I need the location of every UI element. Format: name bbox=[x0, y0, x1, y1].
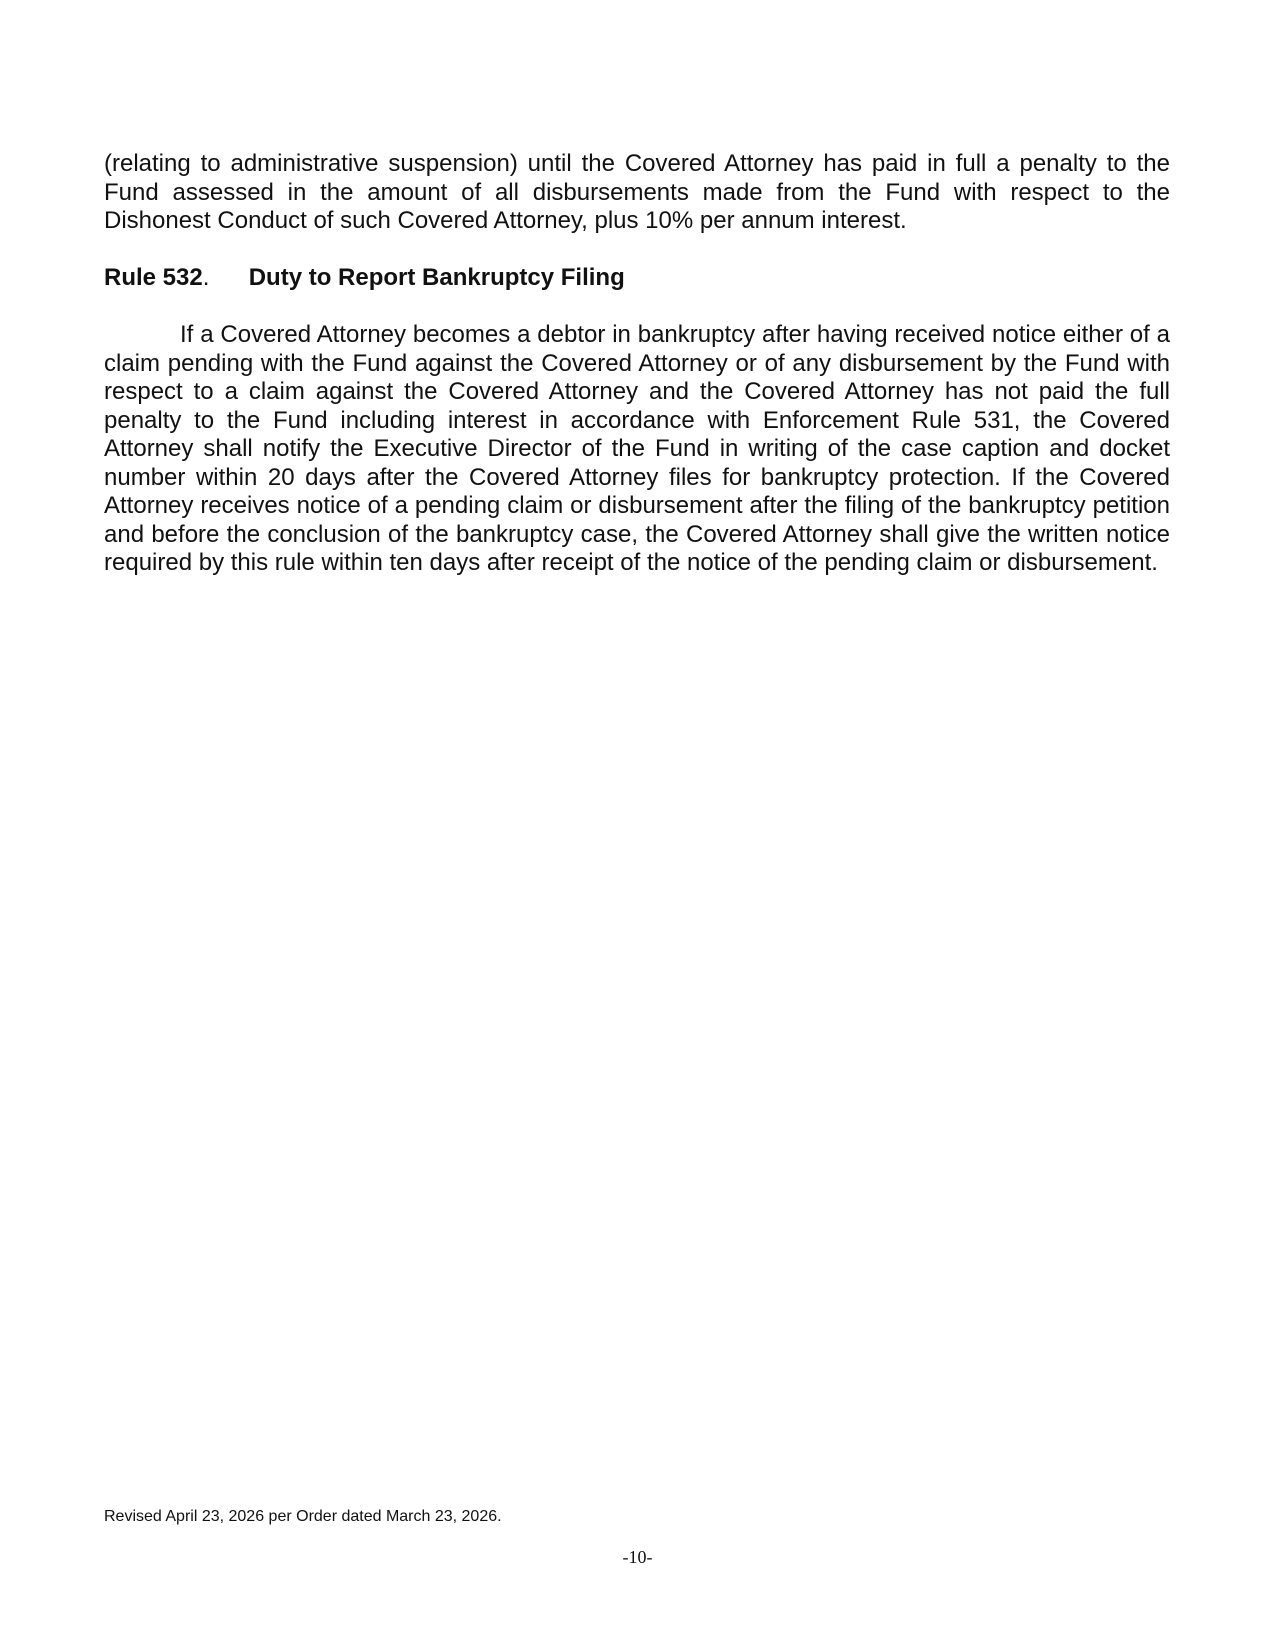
page-number: -10- bbox=[622, 1547, 653, 1567]
rule-title: Duty to Report Bankruptcy Filing bbox=[248, 264, 625, 291]
revision-footer-note: Revised April 23, 2026 per Order dated March 23, 2026. bbox=[104, 1508, 502, 1525]
rule-separator: . bbox=[202, 264, 210, 291]
continued-paragraph: (relating to administrative suspension) until the Covered Attorney has paid in full a penalty to the Fund assessed in the amount of all disbursements made from the Fund with respect to the Dishonest Conduct of such Covered Attorney, plus 10% per annum interest. bbox=[104, 150, 1170, 234]
rule-heading bbox=[104, 263, 625, 293]
rule-number: Rule 532 bbox=[104, 264, 203, 291]
rule-body-paragraph: If a Covered Attorney becomes a debtor in bankruptcy after having received notice either of a claim pending with the Fund against the Covered Attorney or of any disbursement by the Fund with respect to a claim against the Covered Attorney and the Covered Attorney has not paid the full penalty to the Fund including interest in accordance with Enforcement Rule 531, the Covered Attorney shall notify the Executive Director of the Fund in writing of the case caption and docket number within 20 days after the Covered Attorney files for bankruptcy protection. If the Covered Attorney receives notice of a pending claim or disbursement after the filing of the bankruptcy petition and before the conclusion of the bankruptcy case, the Covered Attorney shall give the written notice required by this rule within ten days after receipt of the notice of the pending claim or disbursement. bbox=[104, 321, 1170, 576]
